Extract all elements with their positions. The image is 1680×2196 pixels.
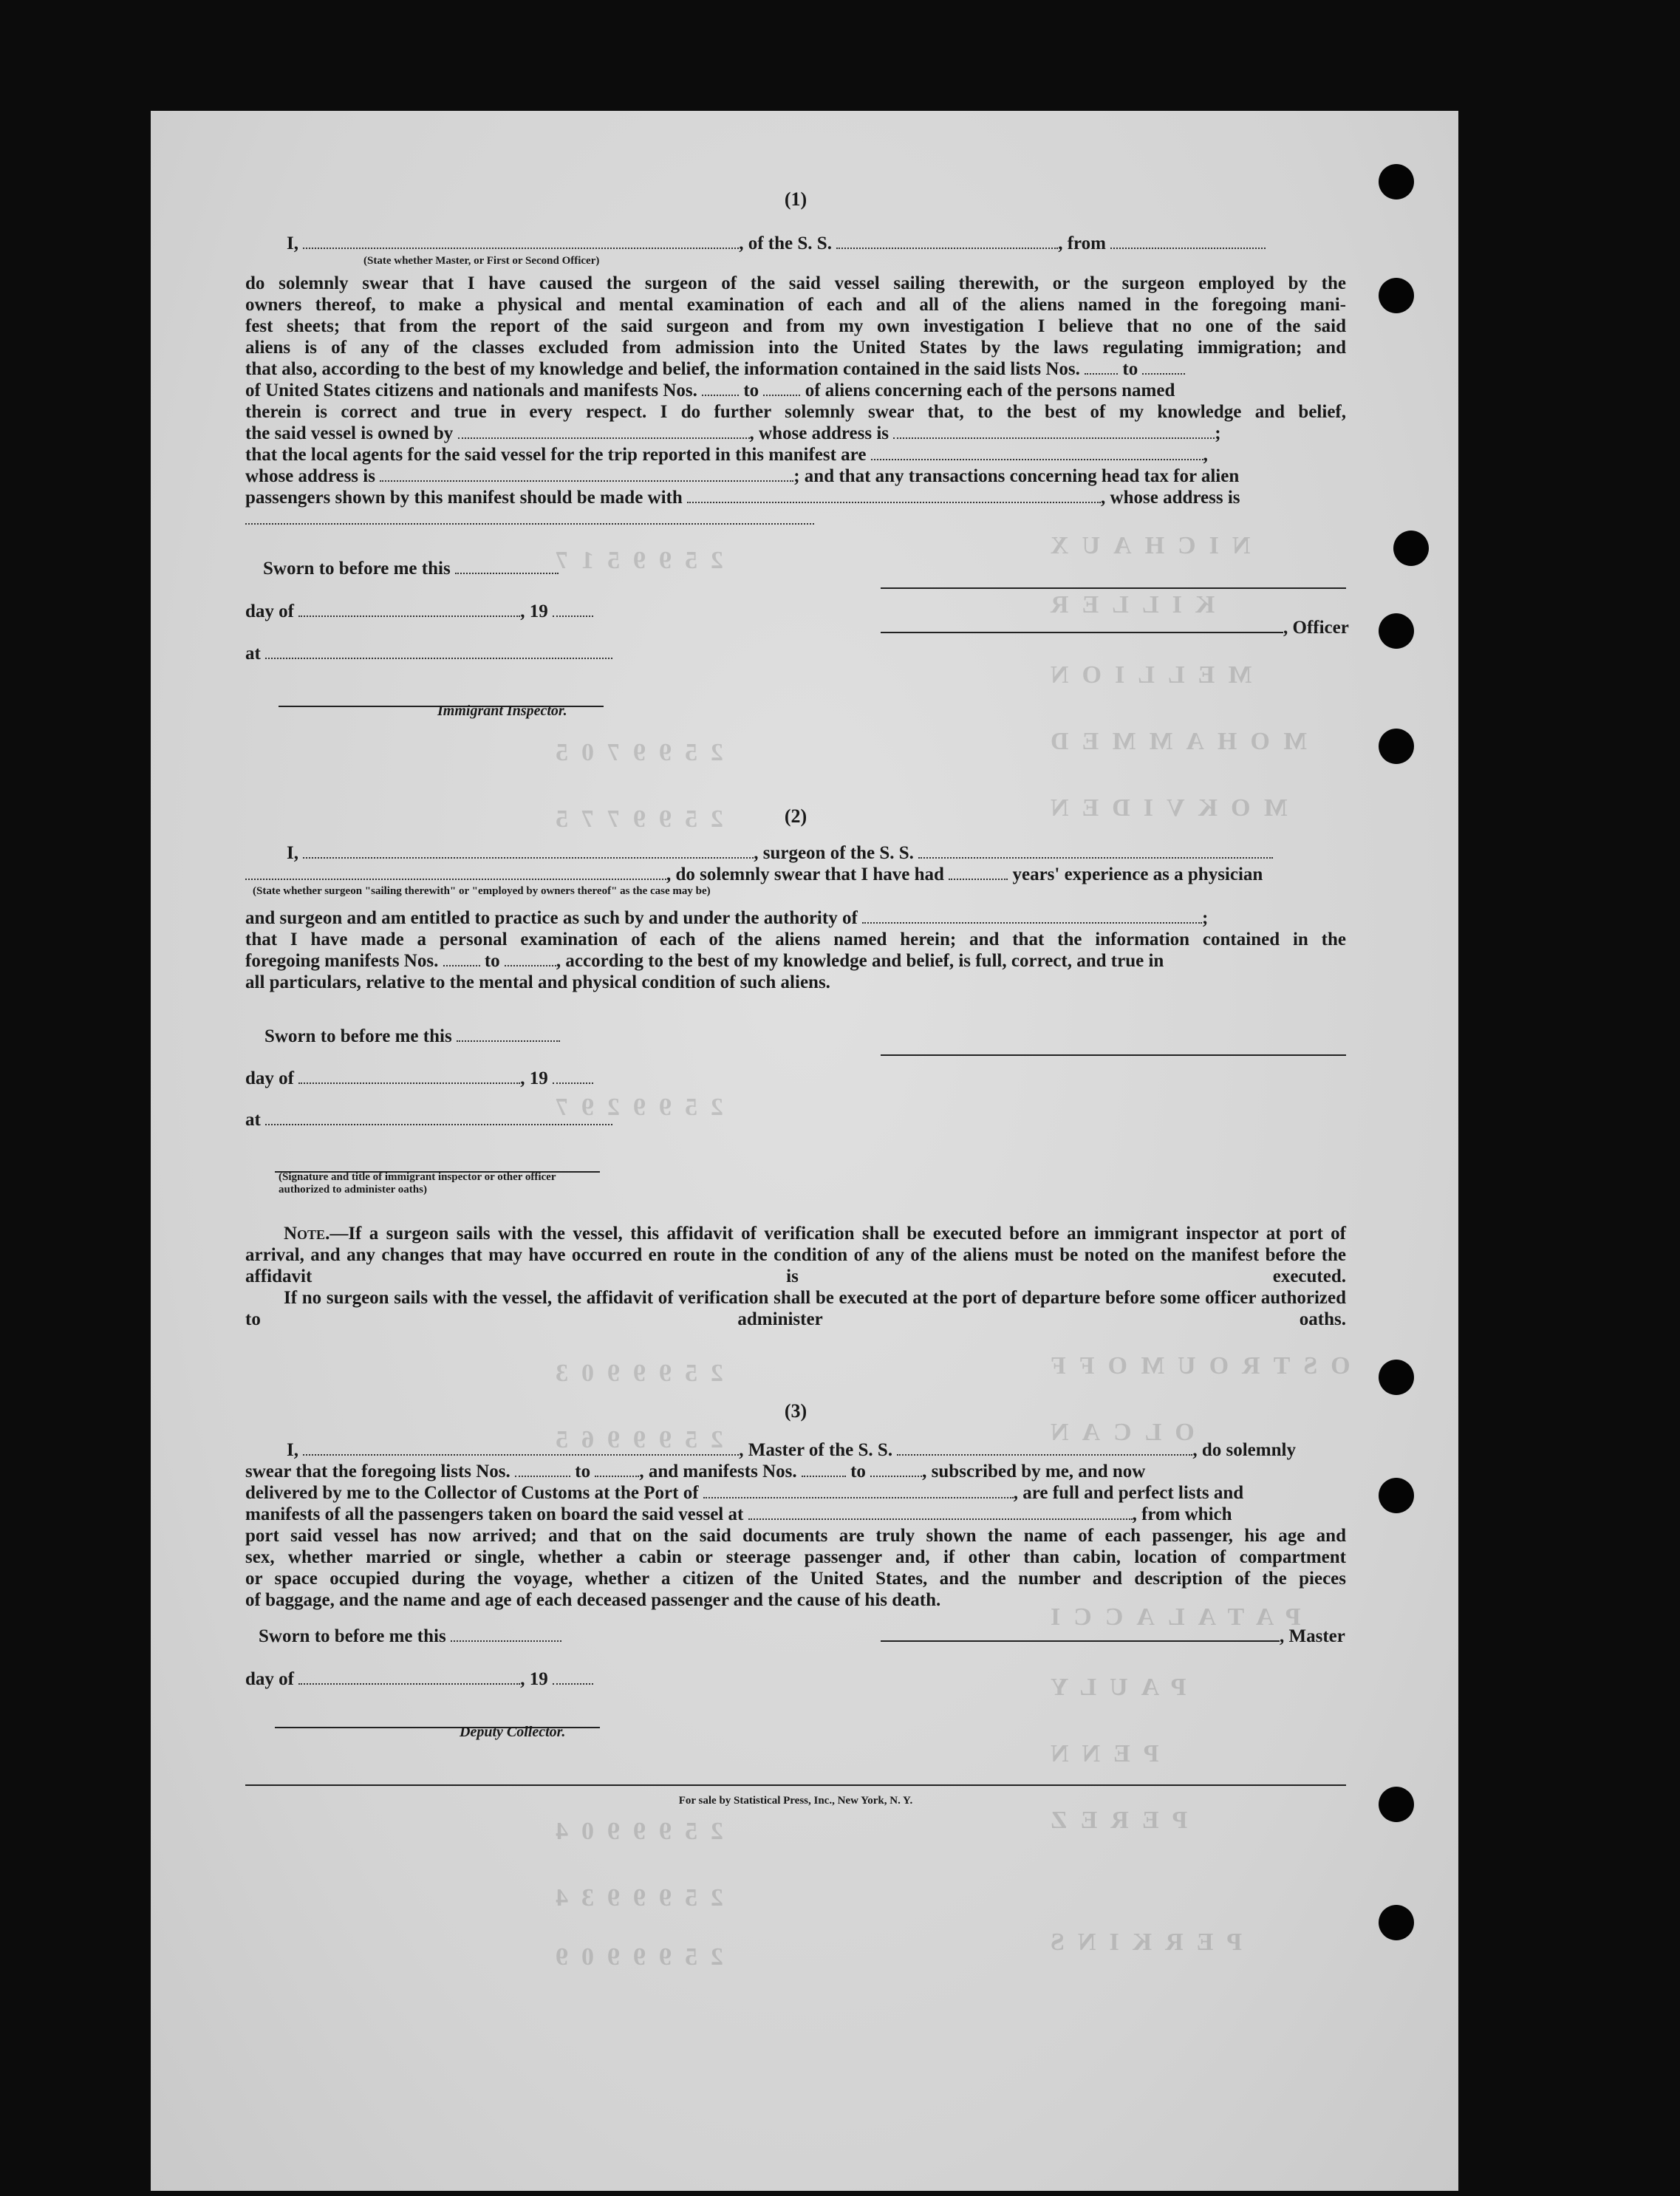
ghost-number: 2599965 xyxy=(542,1426,723,1453)
ghost-name: MELLION xyxy=(1037,661,1252,689)
note-paragraph-2: If no surgeon sails with the vessel, the affidavit of verification shall be executed at the port of departure before some officer authorized to administer oaths. xyxy=(245,1288,1346,1329)
year-field-3[interactable] xyxy=(553,1670,593,1685)
agents-address-line: whose address is ; and that any transactions concerning head tax for alien xyxy=(245,466,1240,486)
section-3-line-3: delivered by me to the Collector of Customs at the Port of , are full and perfect lists and xyxy=(245,1483,1244,1503)
deputy-collector-caption: Deputy Collector. xyxy=(460,1724,566,1740)
sworn-date-field-3[interactable] xyxy=(451,1627,561,1642)
day-field-3[interactable] xyxy=(298,1670,520,1685)
section-1-day-of: day of , 19 xyxy=(245,601,593,622)
local-agents-line: that the local agents for the said vessel for the trip reported in this manifest are , xyxy=(245,445,1208,465)
ghost-name: PENN xyxy=(1037,1740,1159,1767)
master-manifests-to-field[interactable] xyxy=(870,1462,922,1477)
owner-field[interactable] xyxy=(458,424,750,439)
day-field[interactable] xyxy=(298,602,520,617)
ghost-name: PAULY xyxy=(1037,1674,1186,1701)
section-1-officer-line: , Officer xyxy=(881,617,1349,638)
authority-field[interactable] xyxy=(862,909,1202,924)
local-agents-field[interactable] xyxy=(871,446,1203,460)
master-lists-from-field[interactable] xyxy=(515,1462,570,1477)
year-field-2[interactable] xyxy=(553,1069,593,1084)
master-signature-field[interactable] xyxy=(881,1640,1280,1642)
lists-nos-line: that also, according to the best of my knowledge and belief, the information contained in the said lists Nos. to xyxy=(245,358,1185,380)
immigrant-inspector-caption: Immigrant Inspector. xyxy=(437,703,567,719)
officer-name-field[interactable] xyxy=(303,234,739,249)
ghost-name: MOHAMMED xyxy=(1037,728,1307,755)
personal-exam-line: that I have made a personal examination of each of the aliens named herein; and that the information contained in the xyxy=(245,930,1346,949)
punch-hole xyxy=(1379,1787,1414,1822)
section-1-line-1: I, , of the S. S. , from xyxy=(287,233,1266,254)
from-port-field[interactable] xyxy=(1110,234,1266,249)
printer-footer: For sale by Statistical Press, Inc., New York, N. Y. xyxy=(678,1795,913,1807)
master-manifests-from-field[interactable] xyxy=(802,1462,846,1477)
day-field-2[interactable] xyxy=(298,1069,520,1084)
section-2-at: at xyxy=(245,1109,612,1131)
ghost-name: KILLER xyxy=(1037,591,1215,618)
ghost-number: 2599904 xyxy=(542,1818,723,1845)
ghost-number: 2599517 xyxy=(542,547,723,574)
section-1-paragraph: do solemnly swear that I have caused the surgeon of the said vessel sailing therewith, or the surgeon employed by the owners thereof, to make a physical and mental examination of each and all of the aliens named in the foregoing mani- fest sheets; that from the report of the said surgeon and from my own investigation I believe that no one of the said aliens is of any of the classes excluded from admission into the United States by the laws regulating immigration; and xyxy=(245,273,1346,358)
officer-caption: (State whether Master, or First or Second Officer) xyxy=(363,255,600,267)
note-paragraph-1: Note.—If a surgeon sails with the vessel, this affidavit of verification shall be executed before an immigrant inspector at port of arrival, and any changes that may have occurred en route in the condition of any of the aliens must be noted on the manifest before the affidavit is executed. xyxy=(245,1224,1346,1286)
section-3-line-1: I, , Master of the S. S. , do solemnly xyxy=(287,1440,1296,1460)
ghost-name: PATALACCI xyxy=(1037,1603,1301,1631)
officer-signature-field[interactable] xyxy=(881,632,1283,633)
head-tax-party-field[interactable] xyxy=(687,488,1101,503)
further-swear-line: therein is correct and true in every respect. I do further solemnly swear that, to the best of my knowledge and belief, xyxy=(245,402,1346,422)
punch-hole xyxy=(1379,278,1414,313)
ghost-number: 2599909 xyxy=(542,1943,723,1971)
master-lists-to-field[interactable] xyxy=(595,1462,639,1477)
collector-port-field[interactable] xyxy=(703,1484,1014,1498)
section-3-master-line: , Master xyxy=(881,1626,1345,1647)
section-2-number: (2) xyxy=(784,805,807,827)
ghost-number: 2599705 xyxy=(542,739,723,766)
section-3-paragraph: port said vessel has now arrived; and that on the said documents are truly shown the name of each passenger, his age and sex, whether married or single, whether a cabin or steerage passenger and, if other than cabin, location of compartment or space occupied during the voyage, whether a citizen of the United States, and the number and description of the pieces of baggage, and the name and age of each deceased passenger and the cause of his death. xyxy=(245,1526,1346,1610)
head-tax-line: passengers shown by this manifest should be made with , whose address is xyxy=(245,488,1240,508)
place-field-2[interactable] xyxy=(265,1111,612,1125)
authority-line: and surgeon and am entitled to practice as such by and under the authority of ; xyxy=(245,908,1209,928)
surgeon-caption: (State whether surgeon "sailing therewith" or "employed by owners thereof" as the case may be) xyxy=(253,885,711,897)
surgeon-vessel-field[interactable] xyxy=(918,844,1273,859)
lists-from-field[interactable] xyxy=(1085,360,1118,375)
surgeon-manifest-to-field[interactable] xyxy=(505,952,556,966)
punch-hole xyxy=(1379,729,1414,764)
section-3-number: (3) xyxy=(784,1400,807,1422)
ghost-number: 2599775 xyxy=(542,805,723,833)
surgeon-manifest-from-field[interactable] xyxy=(443,952,480,966)
ghost-number: 2599297 xyxy=(542,1094,723,1121)
vessel-name-field[interactable] xyxy=(836,234,1058,249)
footer-rule xyxy=(245,1784,1346,1786)
lists-to-field[interactable] xyxy=(1142,360,1185,375)
punch-hole xyxy=(1379,1360,1414,1395)
years-experience-field[interactable] xyxy=(949,865,1008,880)
section-3-line-4: manifests of all the passengers taken on board the said vessel at , from which xyxy=(245,1504,1232,1524)
section-1-signature-line xyxy=(881,573,1346,594)
ghost-name: PEREZ xyxy=(1037,1807,1188,1834)
punch-hole xyxy=(1379,164,1414,200)
ghost-number: 2599903 xyxy=(542,1360,723,1387)
section-3-line-2: swear that the foregoing lists Nos. to , and manifests Nos. to , subscribed by me, and now xyxy=(245,1462,1146,1481)
ghost-name: OLCAN xyxy=(1037,1419,1195,1446)
particulars-line: all particulars, relative to the mental and physical condition of such aliens. xyxy=(245,972,830,992)
surgeon-signature-field[interactable] xyxy=(881,1054,1346,1056)
ghost-name: NICHAUX xyxy=(1037,532,1251,559)
punch-hole xyxy=(1379,1478,1414,1513)
section-1-sworn: Sworn to before me this xyxy=(263,558,559,579)
punch-hole xyxy=(1393,531,1429,566)
ghost-name: MOKVIDEN xyxy=(1037,794,1288,822)
place-field[interactable] xyxy=(265,644,612,659)
manifests-to-field[interactable] xyxy=(763,381,800,396)
agents-address-field[interactable] xyxy=(380,467,793,482)
signature-field[interactable] xyxy=(881,587,1346,589)
section-3-sworn: Sworn to before me this xyxy=(259,1626,561,1647)
manifests-nos-line: of United States citizens and nationals and manifests Nos. to of aliens concerning each of the persons named xyxy=(245,381,1175,400)
section-3-day-of: day of , 19 xyxy=(245,1668,593,1690)
master-vessel-field[interactable] xyxy=(897,1441,1192,1456)
boarding-port-field[interactable] xyxy=(748,1505,1133,1520)
section-2-line-1: I, , surgeon of the S. S. xyxy=(287,842,1273,864)
section-1-at: at xyxy=(245,643,612,664)
ghost-name: PERKINS xyxy=(1037,1929,1243,1956)
section-2-day-of: day of , 19 xyxy=(245,1068,593,1089)
ghost-name: OSTROUMOFF xyxy=(1037,1352,1351,1380)
section-2-line-2: , do solemnly swear that I have had years' experience as a physician xyxy=(245,864,1263,885)
signature-title-caption: (Signature and title of immigrant inspector or other officer authorized to administer oaths) xyxy=(279,1171,556,1196)
ghost-number: 2599934 xyxy=(542,1884,723,1912)
owner-address-field[interactable] xyxy=(893,424,1215,439)
punch-hole xyxy=(1379,613,1414,649)
section-1-number: (1) xyxy=(784,188,807,210)
manifest-nos-line: foregoing manifests Nos. to , according to the best of my knowledge and belief, is full, correct, and true in xyxy=(245,951,1164,971)
section-2-surgeon-signature xyxy=(881,1040,1346,1061)
sworn-date-field[interactable] xyxy=(455,559,559,574)
sworn-date-field-2[interactable] xyxy=(457,1027,560,1042)
head-tax-address-field[interactable] xyxy=(245,510,814,525)
owned-by-line: the said vessel is owned by , whose address is ; xyxy=(245,423,1221,443)
year-field[interactable] xyxy=(553,602,593,617)
surgeon-status-field[interactable] xyxy=(245,865,666,880)
surgeon-name-field[interactable] xyxy=(303,844,754,859)
head-tax-address-line xyxy=(245,508,814,530)
punch-hole xyxy=(1379,1905,1414,1940)
manifests-from-field[interactable] xyxy=(702,381,739,396)
section-2-sworn: Sworn to before me this xyxy=(264,1026,560,1047)
master-name-field[interactable] xyxy=(303,1441,739,1456)
